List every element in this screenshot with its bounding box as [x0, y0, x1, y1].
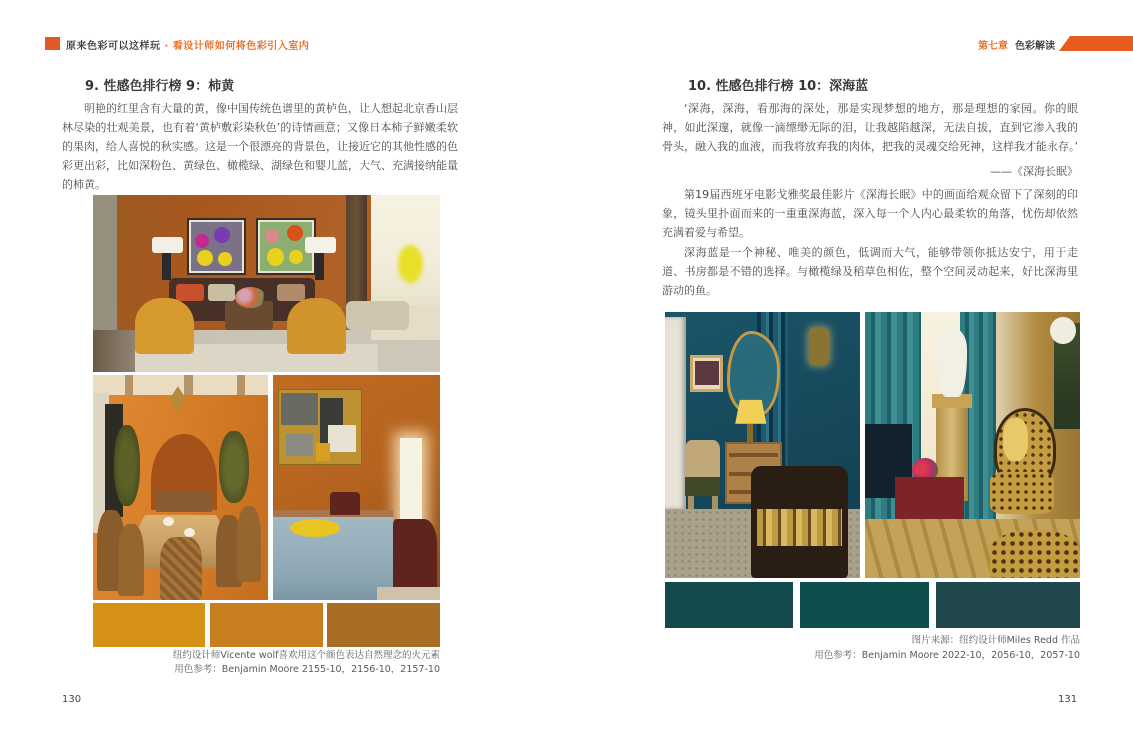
painting2-flower-pink	[265, 229, 279, 243]
floor-strip	[377, 587, 440, 601]
ceiling-beam3	[237, 375, 246, 395]
yellow-armchair-right	[287, 298, 346, 355]
left-caption-designer: 纽约设计师Vicente wolf喜欢用这个颜色表达自然理念的火元素	[172, 650, 440, 661]
window-plant-yellow	[398, 245, 422, 284]
lamp-base	[747, 424, 753, 443]
chapter-title: 色彩解读	[1015, 41, 1055, 52]
left-caption-paint-reference: 用色参考：Benjamin Moore 2155-10，2156-10，2157-10	[174, 664, 440, 675]
header-banner-shape	[1059, 36, 1133, 51]
header-chapter-row	[978, 37, 1055, 52]
chest-drawer-line1	[729, 453, 778, 457]
color-swatch-2156-10	[210, 603, 323, 647]
painting-flower-purple	[214, 227, 230, 243]
table-flowers2	[184, 528, 195, 537]
sofa-pillow-tan	[277, 284, 305, 302]
photo-teal-curtain-room	[865, 312, 1080, 578]
right-page-paragraph2: 第19届西班牙电影戈雅奖最佳影片《深海长眠》中的画面给观众留下了深刻的印象，镜头里扑面而来的一重重深海蓝，深入每一个人内心最柔软的角落，忧伤却依然充满着爱与希望。	[662, 188, 1078, 239]
photo-orange-living-room	[93, 195, 440, 372]
curtain	[346, 195, 367, 315]
yellow-armchair-left	[135, 298, 194, 355]
plant-right	[219, 431, 249, 503]
flower-painting-left	[187, 218, 247, 275]
lamp-shade	[735, 400, 766, 424]
header-book-title-row	[66, 37, 309, 52]
bench-ikat-cushion	[757, 509, 843, 546]
ceiling-beam2	[184, 375, 193, 395]
alcove-bench	[156, 492, 212, 512]
leopard-chair-seat	[990, 472, 1055, 515]
color-swatch-2157-10	[327, 603, 440, 647]
photo-orange-desk-room	[273, 375, 440, 600]
leopard-ottoman	[990, 530, 1080, 578]
right-caption-source: 图片来源：纽约设计师Miles Redd 作品	[911, 635, 1080, 646]
photo-orange-dining-room	[93, 375, 268, 600]
ceiling-beam1	[125, 375, 134, 395]
right-page-paragraph3: 深海蓝是一个神秘、唯美的颜色，低调而大气，能够带领你抵达安宁，用于走道、书房都是不错的选择。与橄榄绿及稻草色相佐，整个空间灵动起来，好比深海里游动的鱼。	[662, 246, 1078, 297]
right-page-title: 10. 性感色排行榜 10：深海蓝	[688, 79, 869, 94]
quote-attribution: ——《深海长眠》	[990, 165, 1078, 178]
plant-left	[114, 425, 140, 506]
chair-green-seat	[685, 477, 720, 496]
right-page-number: 131	[1058, 694, 1078, 705]
white-urn-vase	[937, 328, 967, 397]
painting-patch-yellow	[316, 443, 329, 461]
yellow-bowl	[290, 519, 340, 537]
painting-flower-yellow2	[218, 252, 232, 266]
wicker-chair-l2	[118, 524, 144, 596]
book-title: 原来色彩可以这样玩	[66, 41, 161, 52]
color-swatch-2056-10	[800, 582, 929, 628]
painting-flower-yellow	[197, 250, 213, 266]
painting-patch-gray	[281, 393, 318, 425]
side-wall	[93, 195, 117, 333]
painting2-flower-yellow	[267, 248, 284, 266]
right-caption-paint-reference: 用色参考：Benjamin Moore 2022-10，2056-10，2057-10	[814, 650, 1080, 661]
picture-art	[695, 361, 718, 385]
table-flowers1	[163, 517, 174, 526]
header-separator: ·	[164, 41, 169, 52]
lamp-shade-left	[152, 237, 183, 253]
painting2-flower-yellow2	[289, 250, 303, 264]
left-page-title: 9. 性感色排行榜 9：柿黄	[85, 79, 235, 94]
wall-sconce	[809, 328, 829, 365]
color-swatch-2022-10	[665, 582, 793, 628]
yellow-throw	[1003, 418, 1029, 461]
bench	[346, 301, 408, 329]
wicker-chair-center	[160, 537, 202, 600]
painting2-flower-red	[287, 225, 303, 241]
book-subtitle: 看设计师如何将色彩引入室内	[172, 41, 310, 52]
photo-teal-hallway	[665, 312, 860, 578]
lamp-shade-right	[305, 237, 336, 253]
sofa-pillow-orange	[176, 284, 204, 302]
header-marker-square	[45, 37, 60, 50]
white-flowers	[1050, 317, 1076, 344]
right-page-quote: ‘深海，深海，看那海的深处，那是实现梦想的地方，那是理想的家园。你的眼神，如此深邃，就像一滴缥缈无际的泪，让我越陷越深，无法自拔，直到它渗入我的骨头，融入我的血液，而我将放弃我的肉体，把我的灵魂交给死神，这样我才能永存。’	[662, 102, 1078, 153]
left-page-number: 130	[62, 694, 82, 705]
color-swatch-2057-10	[936, 582, 1080, 628]
chapter-number: 第七章	[978, 41, 1009, 52]
painting-patch-white	[328, 425, 356, 452]
red-chair-back	[330, 492, 360, 515]
color-swatch-2155-10	[93, 603, 205, 647]
left-page-paragraph: 明艳的红里含有大量的黄，像中国传统色谱里的黄栌色，让人想起北京香山层林尽染的壮观美景，也有着‘黄栌敷彩染秋色’的诗情画意；又像日本柿子鲜嫩柔软的果肉，给人喜悦的秋实感。这是一个很漂亮的背景色，让接近它的其他性感的色彩更出彩，比如深粉色、黄绿色、橄榄绿、湖绿色和婴儿蓝，大气、充满接纳能量的柿黄。	[62, 102, 458, 191]
wicker-chair-r2	[237, 506, 262, 583]
white-door	[665, 317, 686, 509]
painting-patch-gray2	[286, 434, 313, 457]
sofa-pillow-cream	[208, 284, 236, 302]
